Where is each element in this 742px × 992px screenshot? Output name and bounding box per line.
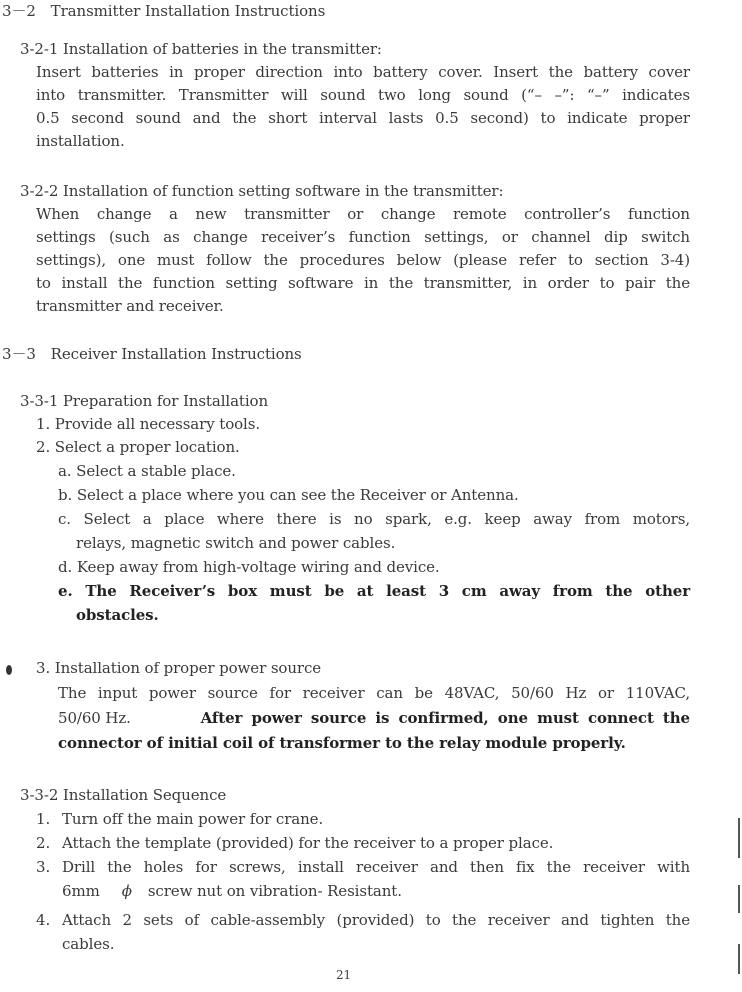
paragraph-line: Insert batteries in proper direction into battery cover. Insert the battery cover [36,63,690,81]
step-text-continuation [62,881,402,901]
paragraph-line: When change a new transmitter or change remote controller’s function [36,205,690,223]
section-heading-3-3: 3－3 Receiver Installation Instructions [2,345,302,363]
subsection-title-3-2-1: 3-2-1 Installation of batteries in the transmitter: [20,40,382,58]
subsection-title-3-3-2: 3-3-2 Installation Sequence [20,786,227,804]
paragraph-line: The input power source for receiver can be 48VAC, 50/60 Hz or 110VAC, [58,684,690,702]
list-item: 3. Installation of proper power source [36,659,322,677]
list-item: 2. Select a proper location. [36,438,240,456]
list-item: d. Keep away from high-voltage wiring and device. [58,558,440,576]
paragraph-line [58,708,690,728]
subsection-title-3-2-2: 3-2-2 Installation of function setting software in the transmitter: [20,182,504,200]
paragraph-line: into transmitter. Transmitter will sound two long sound (“– –”: “–” indicates [36,86,690,104]
step-text: Turn off the main power for crane. [62,810,324,828]
paragraph-line: 0.5 second sound and the short interval lasts 0.5 second) to indicate proper [36,109,690,127]
list-item-emphasis: e. The Receiver’s box must be at least 3 cm away from the other [58,582,690,600]
subsection-title-3-3-1: 3-3-1 Preparation for Installation [20,392,269,410]
scan-edge-mark [738,818,740,858]
section-heading-3-2: 3－2 Transmitter Installation Instructions [2,2,326,20]
paragraph-emphasis: After power source is confirmed, one must connect the [200,709,690,727]
scan-edge-mark [738,944,740,974]
step-text: Drill the holes for screws, install receiver and then fix the receiver with [62,858,690,876]
step-number: 1. [36,810,51,828]
paragraph-line: settings), one must follow the procedures below (please refer to section 3-4) [36,251,690,269]
list-item-continuation: relays, magnetic switch and power cables. [76,534,396,552]
step-text-continuation: cables. [62,935,115,953]
step-text: Attach 2 sets of cable-assembly (provided) to the receiver and tighten the [62,911,690,929]
paragraph-line: to install the function setting software in the transmitter, in order to pair the [36,274,690,292]
scan-edge-mark [738,885,740,913]
list-item: 1. Provide all necessary tools. [36,415,261,433]
step-number: 2. [36,834,51,852]
list-item: b. Select a place where you can see the Receiver or Antenna. [58,486,519,504]
step-number: 4. [36,911,51,929]
list-item: c. Select a place where there is no spark, e.g. keep away from motors, [58,510,690,528]
paragraph-emphasis: connector of initial coil of transformer to the relay module properly. [58,734,626,752]
step-fragment: screw nut on vibration- Resistant. [147,882,402,900]
paragraph-line: transmitter and receiver. [36,297,224,315]
list-item: a. Select a stable place. [58,462,236,480]
step-fragment: 6mm [62,882,100,900]
margin-bullet-icon [6,665,12,675]
page-number: 21 [336,968,352,982]
step-number: 3. [36,858,51,876]
paragraph-fragment: 50/60 Hz. [58,709,131,727]
paragraph-line: installation. [36,132,125,150]
diameter-symbol-icon: ϕ [121,882,132,900]
paragraph-line: settings (such as change receiver’s function settings, or channel dip switch [36,228,690,246]
step-text: Attach the template (provided) for the receiver to a proper place. [62,834,554,852]
list-item-emphasis-continuation: obstacles. [76,606,159,624]
